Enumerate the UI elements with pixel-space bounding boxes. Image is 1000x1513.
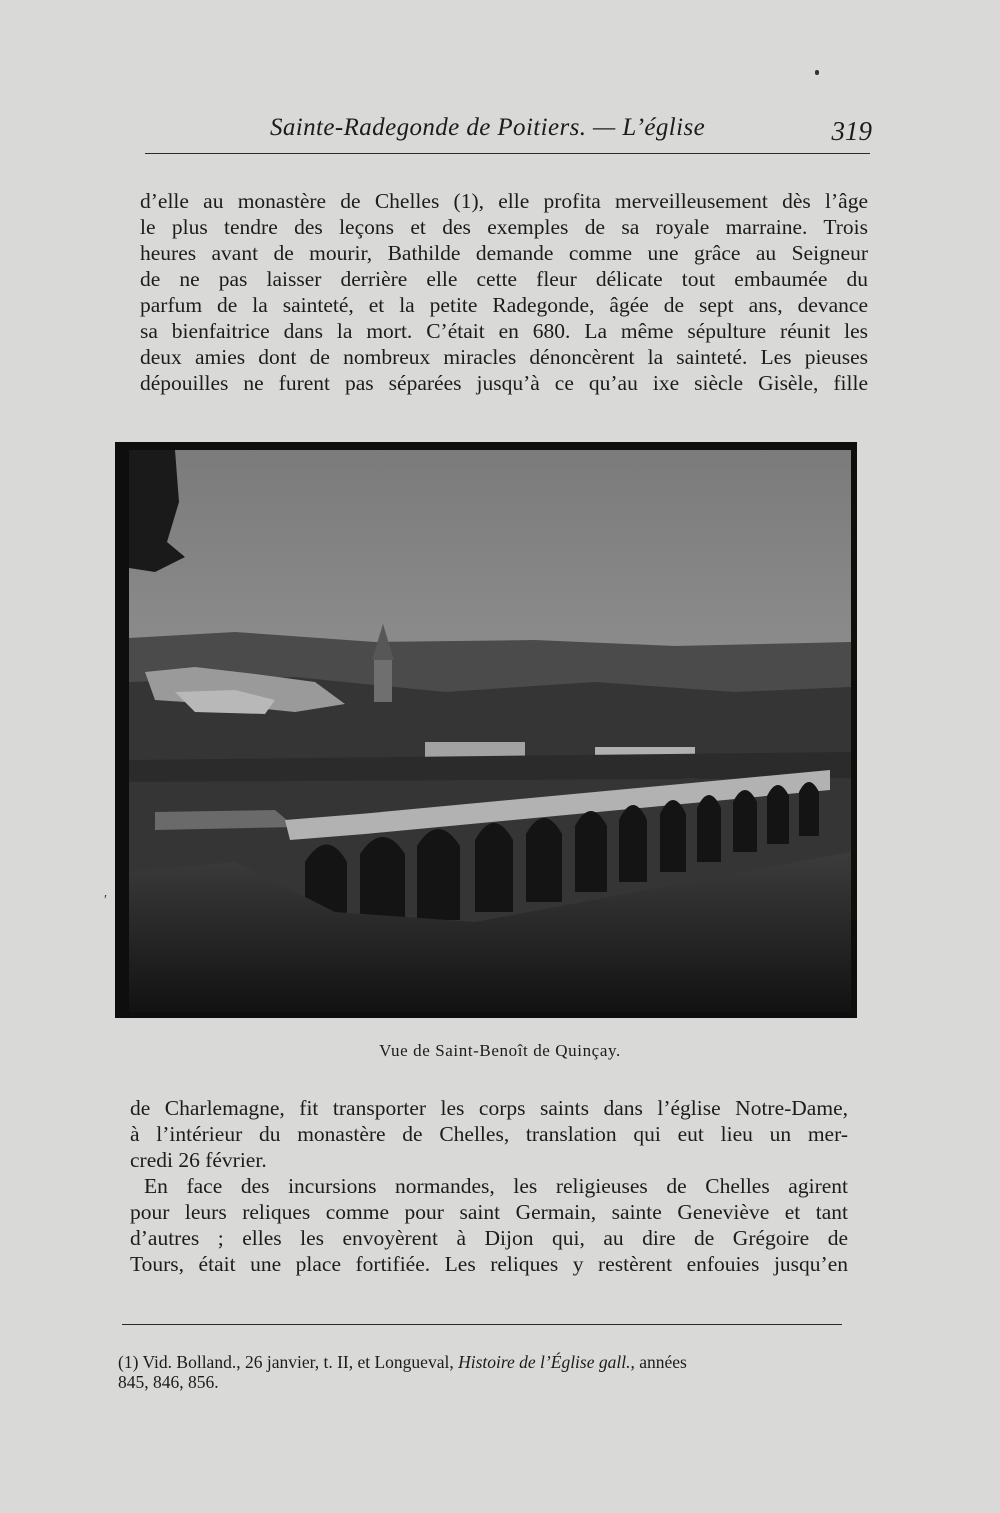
bottom-paragraphs — [130, 1095, 848, 1277]
page-number: 319 — [831, 116, 872, 146]
text-line: sa bienfaitrice dans la mort. C’était en 680. La même sépulture réunit les — [140, 319, 868, 343]
text-line: de ne pas laisser derrière elle cette fleur délicate tout embaumée du — [140, 267, 868, 291]
text-line: d’elle au monastère de Chelles (1), elle profita merveilleusement dès l’âge — [140, 189, 868, 213]
footnote-suffix: , années — [630, 1352, 687, 1372]
text-line: Tours, était une place fortifiée. Les reliques y restèrent enfouies jusqu’en — [130, 1252, 848, 1276]
top-paragraph — [140, 188, 868, 396]
text-line: deux amies dont de nombreux miracles dénoncèrent la sainteté. Les pieuses — [140, 345, 868, 369]
text-line: En face des incursions normandes, les religieuses de Chelles agirent — [144, 1174, 848, 1198]
footnote-title: Histoire de l’Église gall. — [458, 1352, 631, 1372]
text-line: dépouilles ne furent pas séparées jusqu’à ce qu’au ixe siècle Gisèle, fille — [140, 371, 868, 395]
header-rule — [145, 153, 870, 154]
footnote-prefix: (1) Vid. Bolland., 26 janvier, t. II, et Longueval, — [118, 1352, 459, 1372]
text-line: credi 26 février. — [130, 1148, 267, 1172]
text-line: heures avant de mourir, Bathilde demande comme une grâce au Seigneur — [140, 241, 868, 265]
text-line: parfum de la sainteté, et la petite Radegonde, âgée de sept ans, devance — [140, 293, 868, 317]
running-head — [270, 112, 880, 152]
text-line: de Charlemagne, fit transporter les corps saints dans l’église Notre-Dame, — [130, 1096, 848, 1120]
text-line: à l’intérieur du monastère de Chelles, translation qui eut lieu un mer- — [130, 1122, 848, 1146]
footnote — [118, 1352, 843, 1392]
running-title: Sainte-Radegonde de Poitiers. — L’église — [270, 114, 706, 141]
text-line: le plus tendre des leçons et des exemples de sa royale marraine. Trois — [140, 215, 868, 239]
photograph-viaduct — [115, 442, 857, 1018]
figure-caption: Vue de Saint-Benoît de Quinçay. — [379, 1041, 621, 1060]
ink-speck — [815, 70, 819, 75]
footnote-line — [118, 1352, 843, 1372]
footnote-line: 845, 846, 856. — [118, 1372, 219, 1392]
footnote-rule — [122, 1324, 842, 1325]
stray-mark: ′ — [104, 893, 108, 908]
text-line: pour leurs reliques comme pour saint Germain, sainte Geneviève et tant — [130, 1200, 848, 1224]
text-line: d’autres ; elles les envoyèrent à Dijon qui, au dire de Grégoire de — [130, 1226, 848, 1250]
